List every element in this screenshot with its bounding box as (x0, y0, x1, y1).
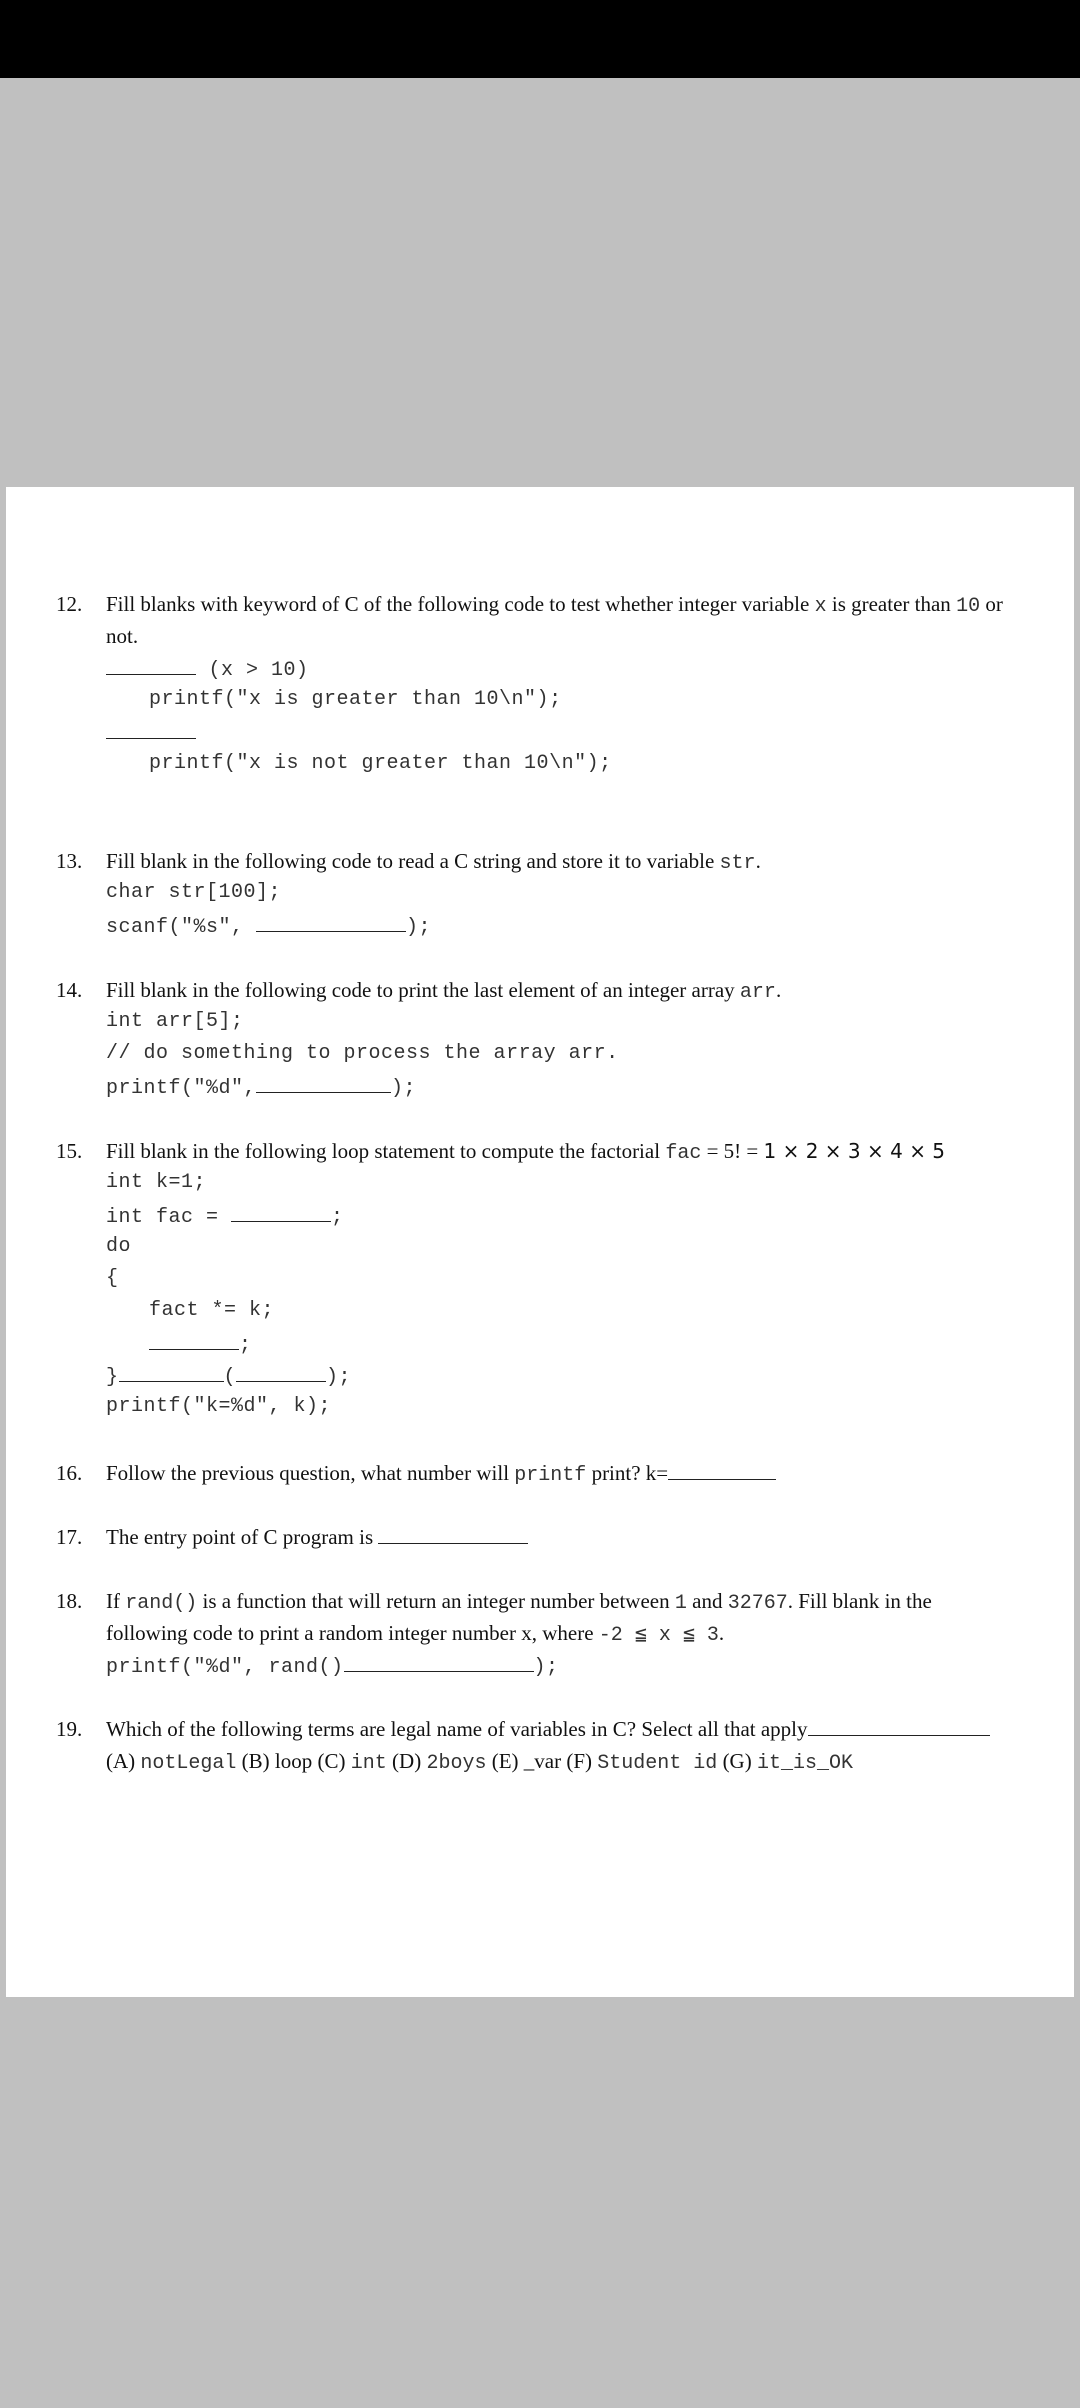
question-text: . Fill blank in the (787, 1589, 932, 1613)
code-text: printf("%d", (106, 1077, 257, 1100)
answer-blank[interactable] (668, 1457, 776, 1480)
answer-blank[interactable] (106, 716, 196, 739)
variable-name: printf (514, 1464, 587, 1487)
code-line: int arr[5]; (106, 1010, 244, 1033)
option-value: loop (274, 1749, 313, 1773)
question-number: 19. (56, 1717, 83, 1741)
variable-name: fac (665, 1142, 702, 1165)
option-label: (A) (106, 1749, 136, 1773)
question-text: . (775, 978, 782, 1002)
question-text: If (106, 1589, 126, 1613)
question-text: Fill blank in the following loop statement to compute the factorial (106, 1139, 666, 1163)
option-label: (G) (722, 1749, 752, 1773)
option-label: (E) (491, 1749, 519, 1773)
option-value: 2boys (426, 1752, 487, 1775)
question-text: . (718, 1621, 725, 1645)
question-number: 13. (56, 849, 83, 873)
code-text: ); (391, 1077, 417, 1100)
question-number: 14. (56, 978, 83, 1002)
code-line: fact *= k; (149, 1299, 275, 1322)
question-text: is a function that will return an integer number between (197, 1589, 675, 1613)
answer-blank[interactable] (256, 909, 406, 932)
variable-name: str (719, 852, 756, 875)
code-text: ); (326, 1366, 352, 1389)
question-text: . (755, 849, 761, 873)
answer-blank[interactable] (808, 1713, 990, 1736)
code-line: printf("x is greater than 10\n"); (149, 688, 562, 711)
option-value: _var (523, 1749, 562, 1773)
question-number: 17. (56, 1525, 83, 1549)
options-line (106, 1745, 1046, 1777)
answer-blank[interactable] (231, 1199, 331, 1222)
option-label: (F) (566, 1749, 593, 1773)
number-literal: 1 (674, 1592, 687, 1615)
code-line: { (106, 1267, 119, 1290)
variable-name: arr (739, 981, 776, 1004)
code-text: } (106, 1366, 119, 1389)
option-label: (D) (392, 1749, 422, 1773)
math-expression: 1 × 2 × 3 × 4 × 5 (763, 1139, 946, 1163)
question-text: following code to print a random integer number x, where (106, 1621, 599, 1645)
question-text: = 5! = (701, 1139, 764, 1163)
question-text: is greater than (826, 592, 957, 616)
function-name: rand() (125, 1592, 198, 1615)
document-page (6, 487, 1074, 1997)
question-text: Fill blank in the following code to read a C string and store it to variable (106, 849, 720, 873)
math-expression: -2 ≦ x ≦ 3 (598, 1624, 719, 1647)
variable-name: x (814, 595, 827, 618)
question-text: Fill blank in the following code to print the last element of an integer array (106, 978, 740, 1002)
option-value: notLegal (140, 1752, 237, 1775)
code-line: printf("x is not greater than 10\n"); (149, 752, 612, 775)
number-literal: 32767 (727, 1592, 788, 1615)
code-line: char str[100]; (106, 881, 282, 904)
answer-blank[interactable] (106, 652, 196, 675)
number-literal: 10 (956, 595, 981, 618)
status-bar (0, 0, 1080, 78)
question-number: 12. (56, 592, 83, 616)
answer-blank[interactable] (256, 1070, 391, 1093)
option-label: (B) (241, 1749, 270, 1773)
option-value: int (350, 1752, 387, 1775)
code-text: int fac = (106, 1206, 232, 1229)
question-number: 16. (56, 1461, 83, 1485)
question-text: print? k= (586, 1461, 669, 1485)
question-text: Fill blanks with keyword of C of the following code to test whether integer variable (106, 592, 815, 616)
answer-blank[interactable] (344, 1649, 534, 1672)
answer-blank[interactable] (119, 1359, 224, 1382)
code-line: do (106, 1235, 132, 1258)
code-line: printf("k=%d", k); (106, 1395, 332, 1418)
code-text: ( (223, 1366, 237, 1389)
answer-blank[interactable] (378, 1521, 528, 1544)
question-text: or (980, 592, 1003, 616)
code-text: ); (533, 1656, 559, 1679)
code-text: ; (331, 1206, 344, 1229)
code-line: // do something to process the array arr. (106, 1042, 619, 1065)
code-text: printf("%d", rand() (106, 1656, 344, 1679)
option-value: Student id (597, 1752, 718, 1775)
question-number: 18. (56, 1589, 83, 1613)
answer-blank[interactable] (149, 1327, 239, 1350)
question-text: and (686, 1589, 728, 1613)
code-text: ; (239, 1334, 252, 1357)
question-text: The entry point of C program is (106, 1525, 379, 1549)
option-value: it_is_OK (756, 1752, 853, 1775)
code-line: int k=1; (106, 1171, 207, 1194)
question-text: Follow the previous question, what number will (106, 1461, 515, 1485)
answer-blank[interactable] (236, 1359, 326, 1382)
code-text: (x > 10) (208, 659, 309, 682)
option-label: (C) (317, 1749, 346, 1773)
question-number: 15. (56, 1139, 83, 1163)
question-text-cont: not. (106, 624, 139, 648)
question-text: Which of the following terms are legal name of variables in C? Select all that apply (106, 1717, 808, 1741)
code-text: ); (406, 916, 432, 939)
code-text: scanf("%s", (106, 916, 257, 939)
